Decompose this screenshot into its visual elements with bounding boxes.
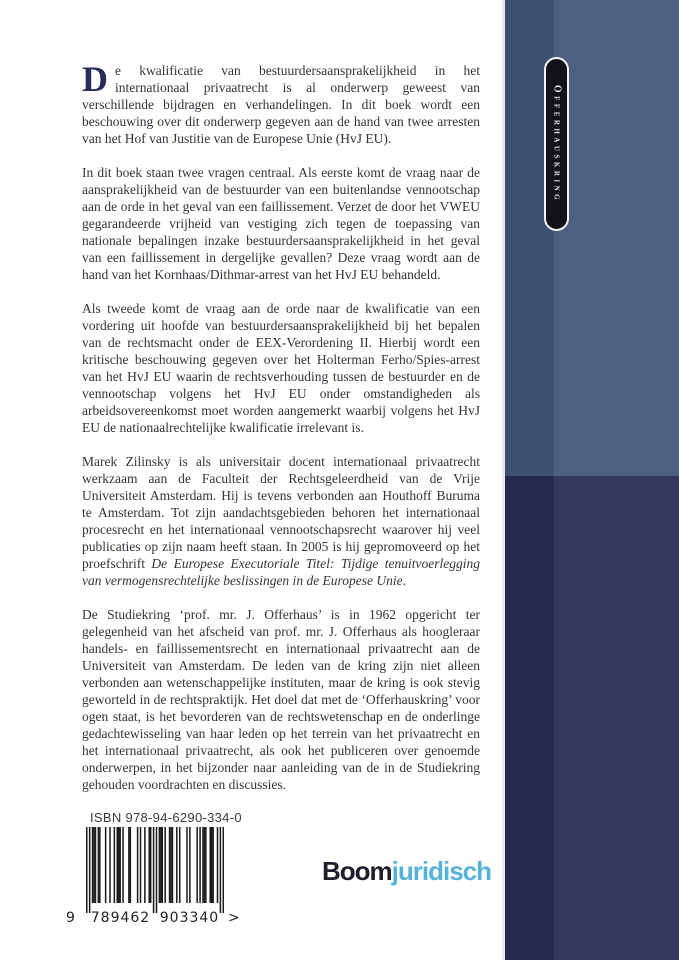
page-edge-highlight [502, 0, 505, 960]
logo-boom: Boom [322, 856, 392, 886]
ean13-barcode [86, 827, 224, 913]
barcode-digits-left: 789462 [90, 910, 151, 926]
isbn-block [64, 810, 254, 935]
cover-band-top-light [554, 0, 679, 476]
drop-cap: D [82, 59, 108, 99]
paragraph-studiekring: De Studiekring ‘prof. mr. J. Offerhaus’ is in 1962 opgericht ter gelegenheid van het afscheid van prof. mr. J. Offerhaus als hoogleraar handels- en faillissementsrecht en internationaal privaatrecht aan de Universiteit van Amsterdam. De leden van de kring zijn niet alleen verbonden aan wetenschappelijke instituten, maar de kring is ook stevig geworteld in de rechtspraktijk. Het doel dat met de ‘Offerhauskring’ voor ogen staat, is het bevorderen van de rechtswetenschap en de onderlinge gedachtewisseling van haar leden op het terrein van het privaatrecht en het internationaal privaatrecht, als ook het publiceren over genoemde onderwerpen, in het bijzonder naar aanleiding van de in de Studiekring gehouden voordrachten en discussies. [82, 607, 480, 792]
logo-juridisch: juridisch [391, 856, 492, 886]
paragraph-author-bio [82, 453, 480, 589]
publisher-logo [322, 856, 491, 887]
isbn-label: ISBN 978-94-6290-334-0 [90, 810, 242, 825]
barcode-quiet-zone-arrow: > [228, 910, 240, 926]
offerhauskring-badge-label: Offerhauskring [551, 84, 562, 204]
spine-band-bottom-dark [505, 476, 554, 960]
author-bio-period: . [402, 573, 407, 588]
paragraph-question-one: In dit boek staan twee vragen centraal. Als eerste komt de vraag naar de aansprakelijkheid van de bestuurder van een buitenlandse vennootschap aan de orde in het geval van een faillissement. Verzet de door het VWEU gegarandeerde vrijheid van vestiging zich tegen de toepassing van nationale bepalingen inzake bestuurdersaansprakelijkheid in het geval van een faillissement in dergelijke gevallen? Deze vraag wordt aan de hand van het Kornhaas/Dithmar-arrest van het HvJ EU behandeld. [82, 165, 480, 282]
offerhauskring-badge [544, 57, 569, 231]
barcode-digit-first: 9 [66, 910, 75, 926]
body-text [82, 59, 480, 810]
dissertation-title: De Europese Executoriale Titel: Tijdige tenuitvoerlegging van vermogensrechtelijke beslissingen in de Europese Unie [82, 556, 480, 588]
paragraph-intro-text: e kwalificatie van bestuurdersaansprakelijkheid in het internationaal privaatrecht is al onderwerp geweest van verschillende bijdragen en verhandelingen. In dit boek wordt een beschouwing over dit onderwerp gegeven aan de hand van twee arresten van het Hof van Justitie van de Europese Unie (HvJ EU). [82, 63, 480, 146]
barcode-digits-right: 903340 [159, 910, 220, 926]
paragraph-intro [82, 59, 480, 147]
author-bio-text: Marek Zilinsky is als universitair docent internationaal privaatrecht werkzaam aan de Faculteit der Rechtsgeleerdheid van de Vrije Universiteit Amsterdam. Hij is tevens verbonden aan Houthoff Buruma te Amsterdam. Tot zijn aandachtsgebieden behoren het internationaal procesrecht en het internationaal vennootschapsrecht waarover hij veel publicaties op zijn naam heeft staan. In 2005 is hij gepromoveerd op het proefschrift [82, 454, 480, 571]
cover-band-bottom-light [554, 476, 679, 960]
paragraph-question-two: Als tweede komt de vraag aan de orde naar de kwalificatie van een vordering uit hoofde van bestuurdersaansprakelijkheid bij het bepalen van de rechtsmacht onder de EEX-Verordening II. Hierbij wordt een kritische beschouwing gegeven over het Holterman Ferho/Spies-arrest van het HvJ EU waarin de rechtsverhouding tussen de bestuurder en de vennootschap volgens het HvJ EU onder omstandigheden als arbeidsovereenkomst moet worden aangemerkt waarbij volgens het HvJ EU de nationaalrechtelijke kwalificatie irrelevant is. [82, 301, 480, 435]
